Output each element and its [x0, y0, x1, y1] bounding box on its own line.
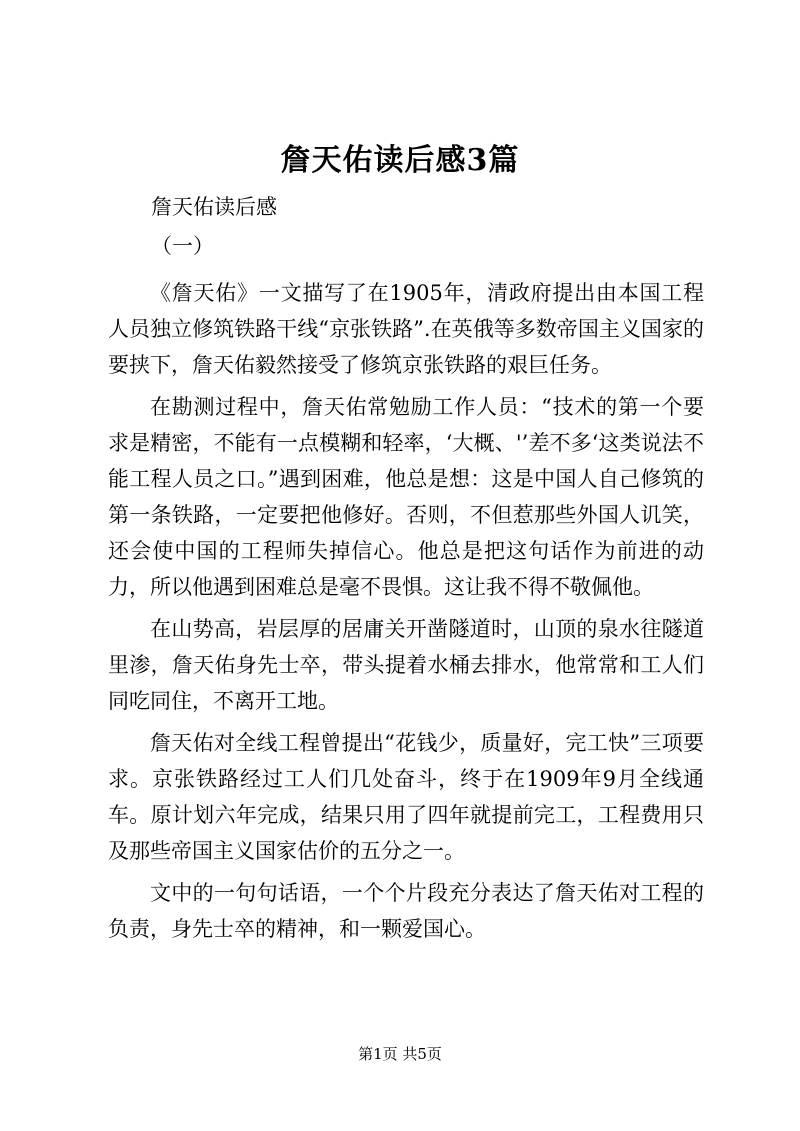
page-title: 詹天佑读后感3篇 — [280, 143, 520, 178]
paragraph-4: 詹天佑对全线工程曾提出“花钱少，质量好，完工快”三项要求。京张铁路经过工人们几处奋斗，终于在1909年9月全线通车。原计划六年完成，结果只用了四年就提前完工，工程费用只及那些帝国主义国家估价的五分之一。 — [108, 731, 704, 863]
document-body — [108, 190, 704, 953]
paragraph-1: 《詹天佑》一文描写了在1905年，清政府提出由本国工程人员独立修筑铁路干线“京张铁路”.在英俄等多数帝国主义国家的要挟下，詹天佑毅然接受了修筑京张铁路的艰巨任务。 — [108, 281, 704, 377]
paragraph-5: 文中的一句句话语，一个个片段充分表达了詹天佑对工程的负责，身先士卒的精神，和一颗爱国心。 — [108, 881, 704, 941]
paragraph-2: 在勘测过程中，詹天佑常勉励工作人员：“技术的第一个要求是精密，不能有一点模糊和轻率，‘大概、'’差不多‘这类说法不能工程人员之口。”遇到困难，他总是想：这是中国人自己修筑的第一条铁路，一定要把他修好。否则，不但惹那些外国人讥笑，还会使中国的工程师失掉信心。他总是把这句话作为前进的动力，所以他遇到困难总是毫不畏惧。这让我不得不敬佩他。 — [108, 395, 704, 599]
page-indicator: 第1页 共5页 — [358, 1045, 442, 1063]
section-marker: （一） — [151, 234, 214, 258]
paragraph-3: 在山势高，岩层厚的居庸关开凿隧道时，山顶的泉水往隧道里渗，詹天佑身先士卒，带头提着水桶去排水，他常常和工人们同吃同住，不离开工地。 — [108, 617, 704, 713]
page-footer — [0, 1044, 800, 1064]
subheading: 詹天佑读后感 — [151, 195, 277, 219]
